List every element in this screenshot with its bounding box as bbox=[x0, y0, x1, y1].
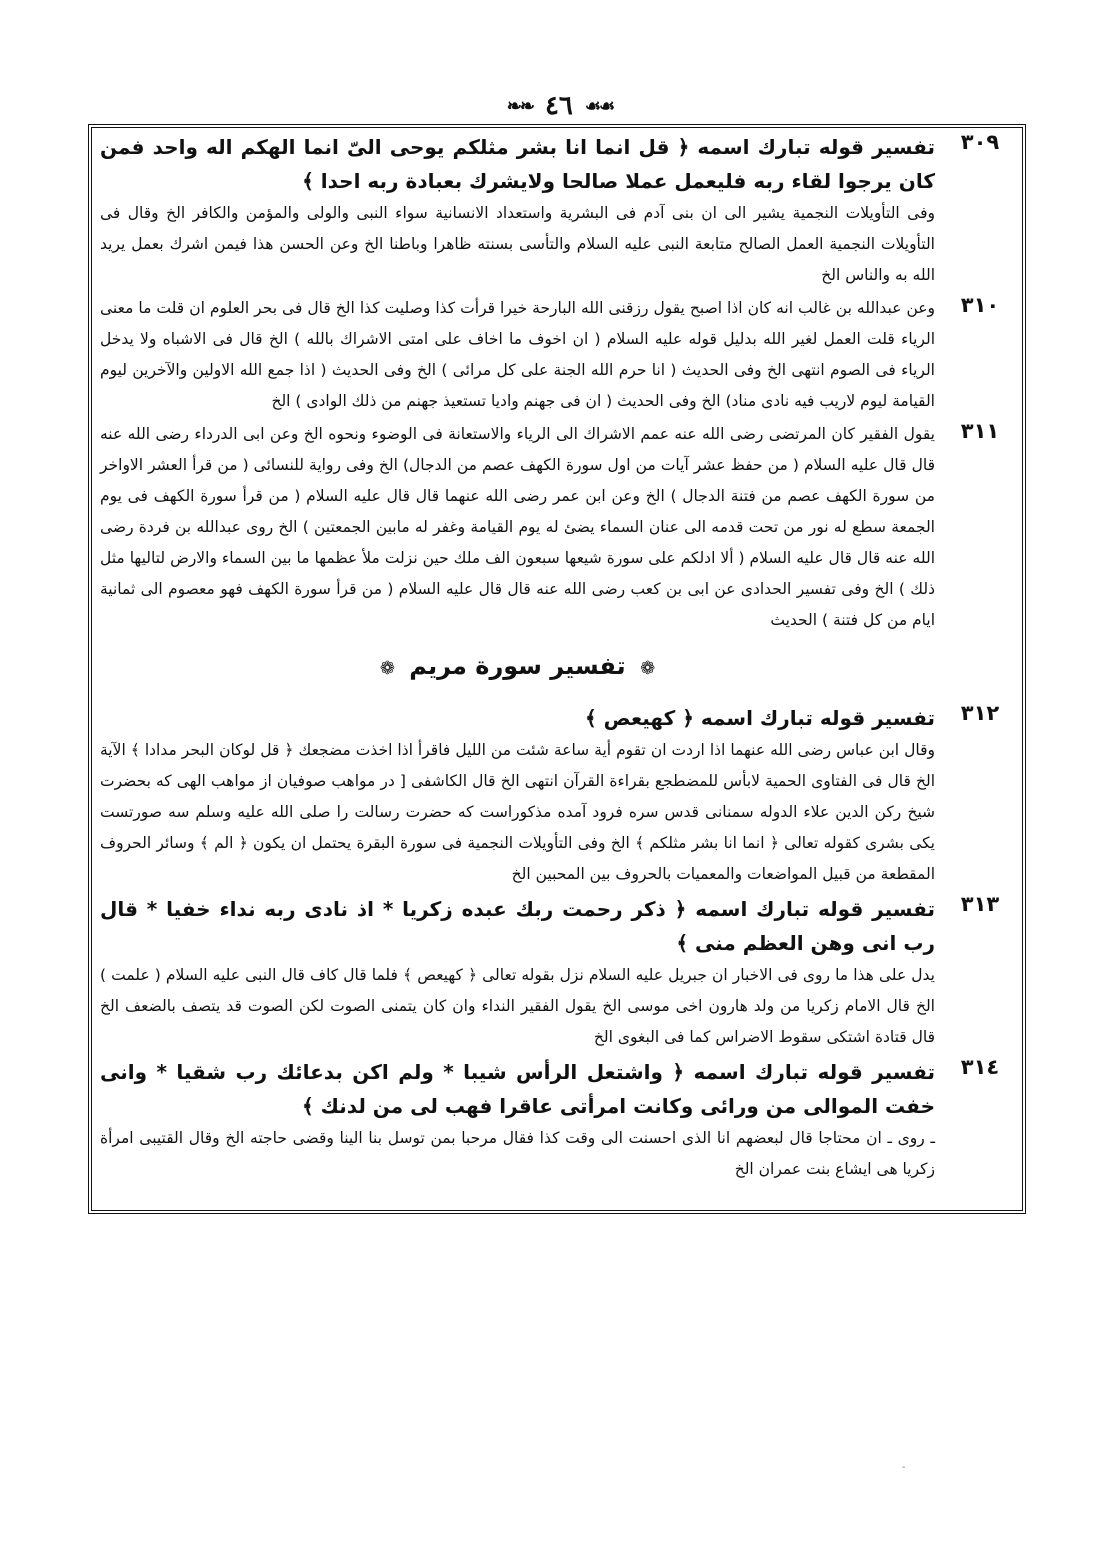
entry-number: ٣١٠ bbox=[960, 293, 1000, 317]
entry-number: ٣١٢ bbox=[960, 701, 1000, 725]
entry-number: ٣١٤ bbox=[960, 1055, 1000, 1079]
verse-quote: تفسير قوله تبارك اسمه ﴿ كهيعص ﴾ bbox=[584, 706, 935, 730]
ornament-icon: ❁ bbox=[379, 658, 395, 679]
commentary-text: وفى التأويلات النجمية يشير الى ان بنى آدم فى البشرية واستعداد الانسانية سواء النبى والولى والمؤمن والكافر الخ وقال فى التأويلات النجمية العمل الصالح متابعة النبى عليه السلام والتأسى بسنته ظاهرا وباطنا الخ وعن الحسن هذا فيمن اشرك بعمل يريد الله به والناس الخ bbox=[100, 204, 935, 284]
entry-309 bbox=[100, 130, 1000, 291]
page-content bbox=[100, 130, 1000, 1187]
entry-311 bbox=[100, 419, 1000, 636]
entry-310 bbox=[100, 293, 1000, 417]
entry-number: ٣١٣ bbox=[960, 892, 1000, 916]
entry-314 bbox=[100, 1055, 1000, 1185]
commentary-text: يدل على هذا ما روى فى الاخبار ان جبريل عليه السلام نزل بقوله تعالى ﴿ كهيعص ﴾ فلما قال كاف قال النبى عليه السلام ( علمت ) الخ قال الامام زكريا من ولد هارون اخى موسى الخ يقول الفقير النداء وان كان يتمنى الصوت لكن الصوت قد يتصف بالضعف الخ قال قتادة اشتكى سقوط الاضراس كما فى البغوى الخ bbox=[100, 966, 935, 1046]
entry-312 bbox=[100, 701, 1000, 890]
stray-mark: - bbox=[902, 1462, 906, 1473]
entry-number: ٣٠٩ bbox=[960, 130, 1000, 154]
page-number: ٤٦ bbox=[544, 91, 573, 121]
commentary-text: يقول الفقير كان المرتضى رضى الله عنه عمم الاشراك الى الرياء والاستعانة فى الوضوء ونحوه الخ وعن ابى الدرداء رضى الله عنه قال قال عليه السلام ( من حفظ عشر آيات من اول سورة الكهف عصم من الدجال) الخ وفى رواية للنسائى ( من قرأ العشر الاواخر من سورة الكهف عصم من فتنة الدجال ) الخ وعن ابن عمر رضى الله عنهما قال قال عليه السلام ( من قرأ سورة الكهف فى يوم الجمعة سطع له نور من تحت قدمه الى عنان السماء يضئ له يوم القيامة وغفر له مابين الجمعتين ) الخ روى عبدالله بن فردة رضى الله عنه قال قال عليه السلام ( ألا ادلكم على سورة شيعها سبعون الف ملك حين نزلت ملأ عظمها ما بين السماء والارض لتاليها مثل ذلك ) الخ وفى تفسير الحدادى عن ابى بن كعب رضى الله عنه قال قال عليه السلام ( من قرأ سورة الكهف فهو معصوم الى ثمانية ايام من كل فتنة ) الحديث bbox=[100, 425, 935, 629]
surah-heading bbox=[100, 642, 935, 693]
verse-quote: تفسير قوله تبارك اسمه ﴿ واشتعل الرأس شيبا * ولم اكن بدعائك رب شقيا * وانى خفت الموالى من ورائى وكانت امرأتى عاقرا فهب لى من لدنك ﴾ bbox=[100, 1060, 935, 1118]
page-header bbox=[0, 88, 1120, 124]
commentary-text: ـ روى ـ ان محتاجا قال لبعضهم انا الذى احسنت الى وقت كذا فقال مرحبا بمن توسل بنا الينا وقضى حاجته الخ وقال القتيبى امرأة زكريا هى ايشاع بنت عمران الخ bbox=[100, 1129, 935, 1178]
entry-number: ٣١١ bbox=[960, 419, 1000, 443]
entry-313 bbox=[100, 892, 1000, 1053]
ornament-right-icon: ☙☙ bbox=[584, 95, 614, 117]
verse-quote: تفسير قوله تبارك اسمه ﴿ قل انما انا بشر مثلكم يوحى الىّ انما الهكم اله واحد فمن كان يرجوا لقاء ربه فليعمل عملا صالحا ولايشرك بعبادة ربه احدا ﴾ bbox=[100, 135, 935, 193]
commentary-text: وقال ابن عباس رضى الله عنهما اذا اردت ان تقوم أية ساعة شئت من الليل فاقرأ اذا اخذت مضجعك ﴿ قل لوكان البحر مدادا ﴾ الآية الخ قال فى الفتاوى الحمية لابأس للمضطجع بقراءة القرآن انتهى الخ قال الكاشفى [ در مواهب صوفيان از مواهب الهى كه بحضرت شيخ ركن الدين علاء الدوله سمنانى قدس سره فرود آمده مذكوراست كه حضرت رسالت را صلى الله عليه وسلم سه صورتست يكى بشرى كقوله تعالى ﴿ انما انا بشر مثلكم ﴾ الخ وفى التأويلات النجمية فى سورة البقرة يحتمل ان يكون ﴿ الم ﴾ وسائر الحروف المقطعة من قبيل المواضعات والمعميات بالحروف بين المحبين الخ bbox=[100, 741, 935, 883]
ornament-icon: ❁ bbox=[640, 658, 656, 679]
verse-quote: تفسير قوله تبارك اسمه ﴿ ذكر رحمت ربك عبده زكريا * اذ نادى ربه نداء خفيا * قال رب انى وهن العظم منى ﴾ bbox=[100, 897, 935, 955]
ornament-left-icon: ❧❧ bbox=[506, 95, 533, 117]
commentary-text: وعن عبدالله بن غالب انه كان اذا اصبح يقول رزقنى الله البارحة خيرا قرأت كذا وصليت كذا الخ قال فى بحر العلوم ان قلت ما معنى الرياء قلت العمل لغير الله بدليل قوله عليه السلام ( ان اخوف ما اخاف على امتى الاشراك بالله ) الخ قال فى الاشباه ولا يدخل الرياء فى الصوم انتهى الخ وفى الحديث ( انا حرم الله الجنة على كل مرائى ) الخ وفى الحديث ( اذا جمع الله الاولين والآخرين ليوم القيامة ليوم لاريب فيه نادى مناد) الخ وفى الحديث ( ان فى جهنم واديا تستعيذ جهنم من ذلك الوادى ) الخ bbox=[100, 299, 935, 410]
surah-title: تفسير سورة مريم bbox=[409, 652, 626, 680]
